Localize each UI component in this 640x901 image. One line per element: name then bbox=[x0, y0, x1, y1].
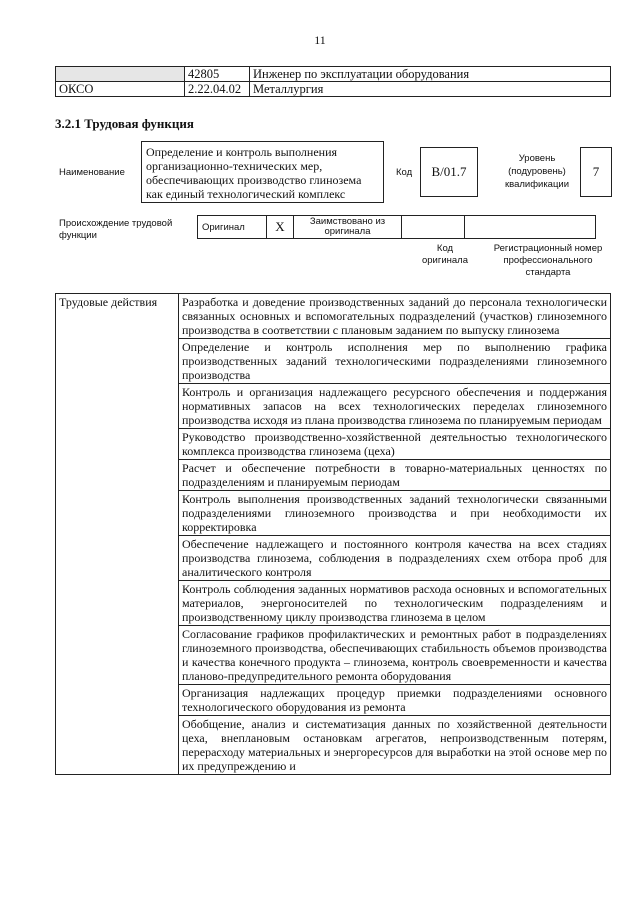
codes-table bbox=[55, 66, 611, 97]
labor-action-item: Организация надлежащих процедур приемки подразделениями основного технологического оборудования из ремонта bbox=[179, 685, 611, 716]
function-name: Определение и контроль выполнения организационно-технических мер, обеспечивающих производство глинозема как единый технологический комплекс bbox=[141, 141, 384, 203]
labor-action-item: Контроль выполнения производственных заданий технологически связанными подразделениями глиноземного производства и при необходимости их корректировка bbox=[179, 491, 611, 536]
origin-label: Происхождение трудовой функции bbox=[59, 218, 173, 241]
labor-action-item: Контроль соблюдения заданных нормативов расхода основных и вспомогательных материалов, энергоносителей по технологическим подразделениям и производственному циклу производства глинозема в целом bbox=[179, 581, 611, 626]
name-label: Наименование bbox=[59, 167, 125, 178]
labor-action-item: Контроль и организация надлежащего ресурсного обеспечения и поддержания нормативных запасов на всех технологических переделах глиноземного производства исходя из плана производства глинозема по планируемым периодам bbox=[179, 384, 611, 429]
labor-action-item: Разработка и доведение производственных заданий до персонала технологически связанных основных и вспомогательных подразделений (участков) глиноземного производства в соответствии с плановым заданием по выпуску глинозема bbox=[179, 294, 611, 339]
codes-label-cell: ОКСО bbox=[56, 82, 185, 97]
page-number: 11 bbox=[314, 33, 326, 47]
origin-table bbox=[197, 215, 596, 239]
codes-label-cell bbox=[56, 67, 185, 82]
codes-name-cell: Инженер по эксплуатации оборудования bbox=[250, 67, 611, 82]
qualification-level: 7 bbox=[580, 147, 612, 197]
labor-action-item: Руководство производственно-хозяйственной деятельностью технологического комплекса производства глинозема (цеха) bbox=[179, 429, 611, 460]
section-title: 3.2.1 Трудовая функция bbox=[55, 116, 194, 131]
code-original-cell bbox=[402, 216, 465, 239]
codes-name-cell: Металлургия bbox=[250, 82, 611, 97]
table-row bbox=[198, 216, 596, 239]
original-mark: X bbox=[267, 216, 294, 239]
table-row bbox=[56, 67, 611, 82]
codes-code-cell: 42805 bbox=[185, 67, 250, 82]
table-row bbox=[56, 294, 611, 339]
codes-code-cell: 2.22.04.02 bbox=[185, 82, 250, 97]
code-original-caption: Код оригинала bbox=[421, 243, 468, 266]
labor-actions-table bbox=[55, 293, 611, 775]
code-label: Код bbox=[396, 167, 413, 178]
borrowed-label: Заимствовано из оригинала bbox=[294, 216, 402, 239]
labor-action-item: Расчет и обеспечение потребности в товарно-материальных ценностях по подразделениям и планируемым периодам bbox=[179, 460, 611, 491]
table-row bbox=[56, 82, 611, 97]
labor-actions-label: Трудовые действия bbox=[56, 294, 179, 775]
labor-action-item: Обобщение, анализ и систематизация данных по хозяйственной деятельности цеха, внеплановым остановкам агрегатов, непроизводственным потерям, перерасходу материальных и энергоресурсов для выработки на этой основе мер по их предупреждению и bbox=[179, 716, 611, 775]
labor-action-item: Определение и контроль исполнения мер по выполнению графика производственных заданий технологическими подразделениями глиноземного производства bbox=[179, 339, 611, 384]
labor-action-item: Согласование графиков профилактических и ремонтных работ в подразделениях глиноземного производства, обеспечивающих стабильность объемов производства и качества конечного продукта – глинозема, контроль своевременности и качества планово-предупредительного ремонта оборудования bbox=[179, 626, 611, 685]
function-code: B/01.7 bbox=[420, 147, 478, 197]
reg-number-cell bbox=[465, 216, 596, 239]
labor-action-item: Обеспечение надлежащего и постоянного контроля качества на всех стадиях производства глинозема, соблюдения в подразделениях схем отбора проб для аналитического контроля bbox=[179, 536, 611, 581]
level-label: Уровень (подуровень) квалификации bbox=[504, 153, 570, 190]
original-label: Оригинал bbox=[198, 216, 267, 239]
reg-number-caption: Регистрационный номер профессионального стандарта bbox=[493, 243, 603, 278]
